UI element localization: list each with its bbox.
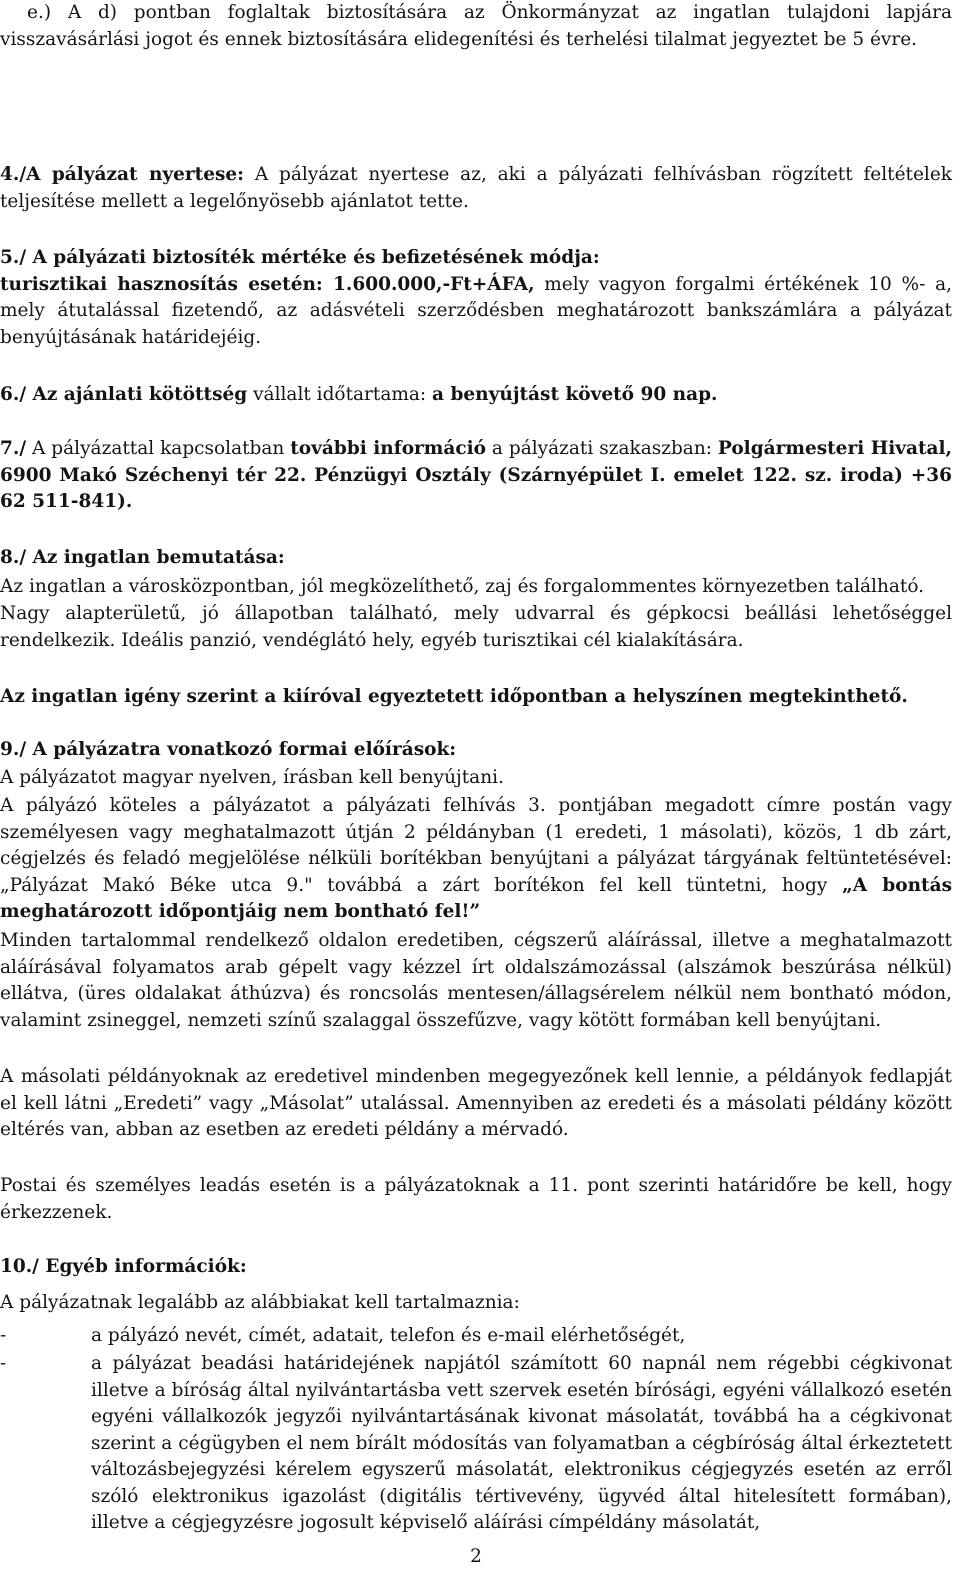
section-7-bold-1: további információ: [290, 438, 486, 459]
section-9-warning: „A bontás meghatározott időpontjáig nem bontható fel!”: [0, 874, 952, 922]
list-item-text: a pályázat beadási határidejének napjától számított 60 napnál nem régebbi cégkivonat illetve a bíróság által nyilvántartásba vett szervek esetén bírósági, egyéni vállalkozó esetén egyéni vállalkozók jegyzői nyilvántartásának kivonat másolatát, továbbá ha a cégkivonat szerint a cégügyben el nem bírált módosítás van folyamatban a cégbíróság által érkeztetett változásbejegyzési kérelem egyszerű másolatát, elektronikus cégjegyzés esetén az erről szóló elektronikus igazolást (digitális tértivevény, ügyvéd által hitelesített formában), illetve a cégjegyzésre jogosult képviselő aláírási címpéldány másolatát,: [91, 1353, 952, 1533]
section-4: [0, 162, 952, 215]
section-8-line-1: [0, 574, 952, 601]
section-5-amount: turisztikai hasznosítás esetén: 1.600.000,-Ft+ÁFA,: [0, 273, 535, 295]
section-7-contact: Polgármesteri Hivatal, 6900 Makó Széchenyi tér 22. Pénzügyi Osztály (Szárnyépület I. emelet 122. sz. iroda) +36 62 511-841).: [0, 438, 952, 512]
section-7-heading: 7./: [0, 438, 27, 459]
section-8-note-text: Az ingatlan igény szerint a kiíróval egyeztetett időpontban a helyszínen megtekinthető.: [0, 686, 908, 707]
section-10-heading: [0, 1254, 952, 1281]
section-9-heading-text: 9./ A pályázatra vonatkozó formai előírások:: [0, 739, 457, 760]
section-7-text-2: a pályázati szakaszban:: [486, 438, 718, 459]
section-9-paragraph-5-text: Postai és személyes leadás esetén is a pályázatoknak a 11. pont szerinti határidőre be kell, hogy érkezzenek.: [0, 1175, 952, 1223]
list-dash: -: [0, 1325, 7, 1346]
section-9-paragraph-3-text: Minden tartalommal rendelkező oldalon eredetiben, cégszerű aláírással, illetve a meghatalmazott aláírásával folyamatos arab gépelt vagy kézzel írt oldalszámozással (alszámok beszúrása nélkül) ellátva, (üres oldalakat áthúzva) és roncsolás mentesen/állagsérelem nélkül nem bontható módon, valamint zsineggel, nemzeti színű szalaggal összefűzve, vagy kötött formában kell benyújtani.: [0, 930, 952, 1031]
section-9-paragraph-4: [0, 1064, 952, 1144]
section-9-line-1: [0, 765, 952, 792]
section-9-paragraph-5: [0, 1173, 952, 1226]
page-number: 2: [470, 1546, 482, 1567]
list-item-text: a pályázó nevét, címét, adatait, telefon és e-mail elérhetőségét,: [91, 1325, 686, 1346]
section-5-text: mely vagyon forgalmi értékének 10 %- a, mely átutalással fizetendő, az adásvételi szerződésben meghatározott bankszámlára a pályázat benyújtásának határidejéig.: [0, 273, 952, 348]
section-9-line-1-text: A pályázatot magyar nyelven, írásban kell benyújtani.: [0, 767, 504, 788]
section-9-paragraph-4-text: A másolati példányoknak az eredetivel mindenben megegyezőnek kell lennie, a példányok fedlapját el kell látni „Eredeti” vagy „Másolat” utalással. Amennyiben az eredeti és a másolati példány között eltérés van, abban az esetben az eredeti példány a mérvadó.: [0, 1066, 952, 1140]
section-7: [0, 436, 952, 516]
section-5: [0, 245, 952, 351]
section-9-heading: [0, 737, 952, 764]
section-10-heading-text: 10./ Egyéb információk:: [0, 1256, 247, 1277]
section-10-intro-text: A pályázatnak legalább az alábbiakat kell tartalmaznia:: [0, 1292, 520, 1313]
section-9-paragraph-2-text: A pályázó köteles a pályázatot a pályázati felhívás 3. pontjában megadott címre postán vagy személyesen vagy meghatalmazott útján 2 példányban (1 eredeti, 1 másolati), közös, 1 db zárt, cégjelzés és feladó megjelölése nélküli borítékban benyújtani a pályázat tárgyának feltüntetésével: „Pályázat Makó Béke utca 9." továbbá a zárt borítékon fel kell tüntetni, hogy: [0, 795, 952, 896]
section-5-heading: 5./ A pályázati biztosíték mértéke és befizetésének módja:: [0, 247, 600, 268]
section-4-heading: 4./A pályázat nyertese:: [0, 164, 244, 185]
section-9-paragraph-2: [0, 793, 952, 926]
paragraph-e: [0, 0, 952, 53]
section-9-paragraph-3: [0, 928, 952, 1034]
section-7-text-1: A pályázattal kapcsolatban: [26, 438, 291, 459]
section-6: [0, 382, 952, 409]
section-8-heading: [0, 545, 952, 572]
section-8-description-text: Nagy alapterületű, jó állapotban található, mely udvarral és gépkocsi beállási lehetőséggel rendelkezik. Ideális panzió, vendéglátó hely, egyéb turisztikai cél kialakítására.: [0, 603, 952, 651]
section-8-note: [0, 684, 952, 711]
section-6-heading: 6./ Az ajánlati kötöttség: [0, 384, 248, 405]
section-4-text: A pályázat nyertese az, aki a pályázati felhívásban rögzített feltételek teljesítése mellett a legelőnyösebb ajánlatot tette.: [0, 164, 953, 212]
section-6-text: vállalt időtartama:: [247, 384, 433, 405]
section-10-intro: [0, 1290, 952, 1317]
section-8-line-1-text: Az ingatlan a városközpontban, jól megközelíthető, zaj és forgalommentes környezetben található.: [0, 576, 925, 597]
section-8-heading-text: 8./ Az ingatlan bemutatása:: [0, 547, 285, 568]
section-8-description: [0, 601, 952, 654]
paragraph-e-text: e.) A d) pontban foglaltak biztosítására az Önkormányzat az ingatlan tulajdoni lapjára visszavásárlási jogot és ennek biztosítására elidegenítési és terhelési tilalmat jegyeztet be 5 évre.: [0, 2, 952, 50]
list-dash: -: [0, 1353, 7, 1374]
section-6-duration: a benyújtást követő 90 nap.: [432, 384, 718, 405]
